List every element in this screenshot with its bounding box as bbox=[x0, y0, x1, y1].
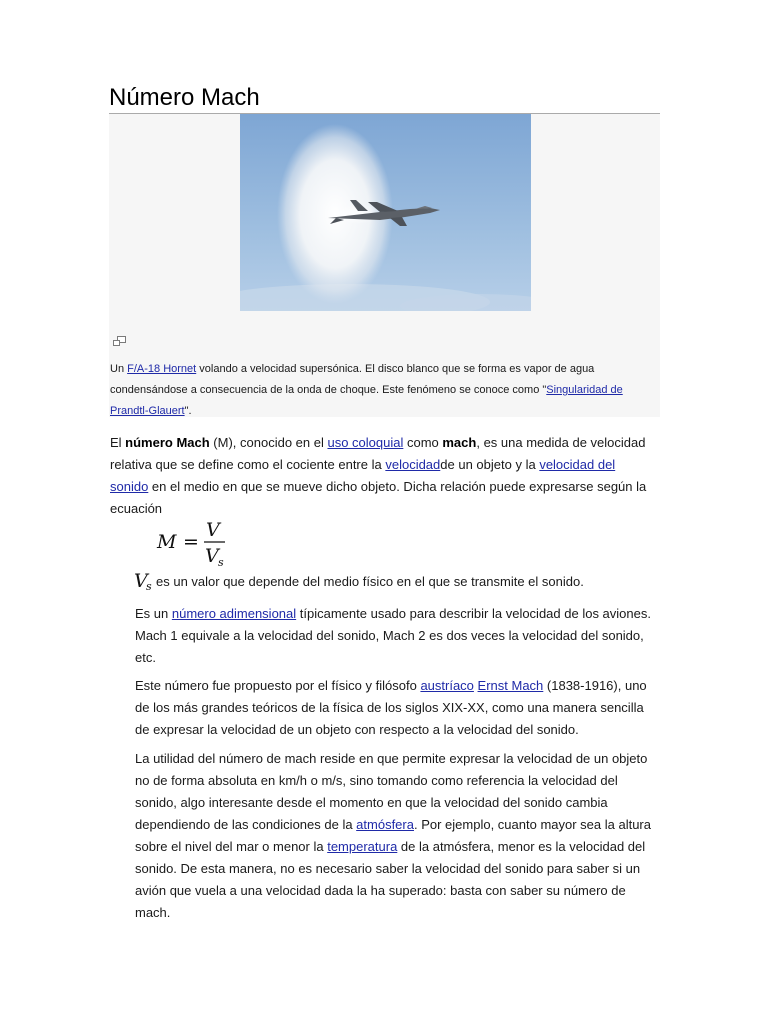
link-fa18-hornet[interactable]: F/A-18 Hornet bbox=[127, 363, 197, 375]
link-uso-coloquial[interactable]: uso coloquial bbox=[327, 435, 404, 450]
paragraph-text: . Por ejemplo, cuanto mayor sea la altura sobre el nivel del mar o menor la bbox=[135, 817, 651, 854]
mach-formula bbox=[155, 517, 245, 569]
caption-text: Un bbox=[110, 363, 128, 375]
paragraph-text: de un objeto y la bbox=[440, 457, 540, 472]
formula-lhs: M bbox=[157, 531, 177, 553]
vs-definition bbox=[134, 568, 654, 594]
bold-term: mach bbox=[442, 435, 477, 450]
link-austriaco[interactable]: austríaco bbox=[420, 678, 474, 693]
adimensional-paragraph bbox=[135, 603, 660, 669]
page-title: Número Mach bbox=[109, 84, 260, 111]
enlarge-glyph bbox=[113, 336, 126, 346]
vs-symbol-main: V bbox=[134, 570, 148, 592]
link-ernst-mach[interactable]: Ernst Mach bbox=[477, 678, 544, 693]
link-numero-adimensional[interactable]: número adimensional bbox=[171, 606, 297, 621]
utility-paragraph bbox=[135, 748, 660, 924]
paragraph-text: como bbox=[403, 435, 443, 450]
enlarge-icon[interactable] bbox=[113, 333, 126, 343]
link-velocidad-del-sonido[interactable]: velocidad del sonido bbox=[110, 457, 616, 494]
link-temperatura[interactable]: temperatura bbox=[327, 839, 398, 854]
paragraph-text: (M), conocido en el bbox=[209, 435, 328, 450]
paragraph-text: (1838-1916), uno de los más grandes teóricos de la física de los siglos XIX-XX, como una manera sencilla de expresar la velocidad de un objeto con respecto a la velocidad del sonido. bbox=[135, 678, 647, 737]
paragraph-text: Este número fue propuesto por el físico y filósofo bbox=[135, 678, 421, 693]
figure-caption bbox=[110, 359, 630, 422]
intro-paragraph bbox=[110, 432, 650, 520]
vs-definition-text: es un valor que depende del medio físico en el que se transmite el sonido. bbox=[156, 574, 584, 589]
vs-symbol-subscript: s bbox=[146, 580, 152, 593]
paragraph-text: de la atmósfera, menor es la velocidad del sonido. De esta manera, no es necesario saber la velocidad del sonido para saber si un avión que vuela a una velocidad dada la ha superado: basta con saber su número de mach. bbox=[135, 839, 646, 920]
paragraph-text: El bbox=[110, 435, 126, 450]
formula-equals: = bbox=[183, 531, 199, 553]
paragraph-text: en el medio en que se mueve dicho objeto. Dicha relación puede expresarse según la ecuación bbox=[110, 479, 647, 516]
caption-text: volando a velocidad supersónica. El disco blanco que se forma es vapor de agua condensándose a consecuencia de la onda de choque. Este fenómeno se conoce como " bbox=[110, 363, 595, 396]
formula-denominator: V bbox=[205, 545, 219, 567]
bold-term: número Mach bbox=[125, 435, 210, 450]
link-atmosfera[interactable]: atmósfera bbox=[356, 817, 414, 832]
photo-illustration bbox=[240, 114, 531, 311]
formula-denominator-subscript: s bbox=[218, 556, 224, 569]
formula-numerator: V bbox=[206, 519, 220, 541]
fighter-jet-photo[interactable] bbox=[240, 114, 531, 311]
link-velocidad[interactable]: velocidad bbox=[385, 457, 441, 472]
link-singularidad-prandtl-glauert[interactable]: Singularidad de Prandtl-Glauert bbox=[110, 384, 623, 417]
vs-symbol bbox=[134, 568, 156, 594]
caption-text: ". bbox=[184, 405, 192, 417]
history-paragraph bbox=[135, 675, 660, 741]
paragraph-text: , es una medida de velocidad relativa que se define como el cociente entre la bbox=[110, 435, 646, 472]
paragraph-text: La utilidad del número de mach reside en que permite expresar la velocidad de un objeto no de forma absoluta en km/h o m/s, sino tomando como referencia la velocidad del sonido, algo interesante desde el momento en que la velocidad del sonido cambia dependiendo de las condiciones de la bbox=[135, 751, 648, 832]
paragraph-text: Es un bbox=[135, 606, 172, 621]
formula-svg bbox=[155, 517, 245, 569]
paragraph-text: típicamente usado para describir la velocidad de los aviones. Mach 1 equivale a la velocidad del sonido, Mach 2 es dos veces la velocidad del sonido, etc. bbox=[135, 606, 651, 665]
